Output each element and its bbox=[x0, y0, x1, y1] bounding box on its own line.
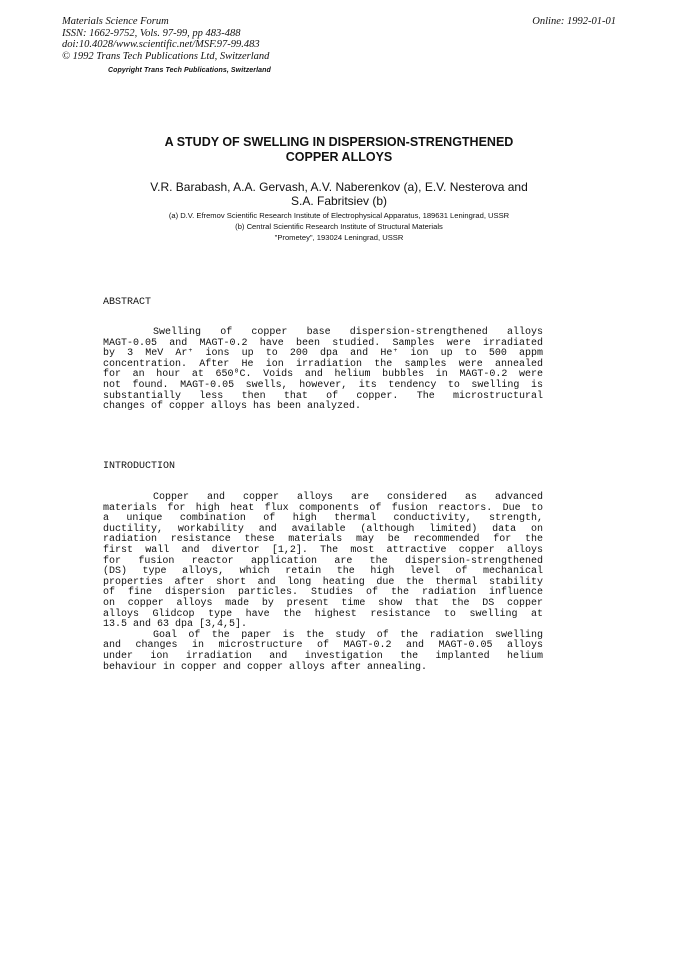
abstract-line: not found. MAGT-0.05 swells, however, its tendency to swelling is bbox=[103, 379, 543, 391]
intro-line: materials for high heat flux components of fusion reactors. Due to bbox=[103, 502, 543, 514]
intro-line: first wall and divertor [1,2]. The most attractive copper alloys bbox=[103, 544, 543, 556]
abstract-line: substantially less then that of copper. The microstructural bbox=[103, 390, 543, 402]
abstract-line: for an hour at 650⁰C. Voids and helium bubbles in MAGT-0.2 were bbox=[103, 369, 543, 381]
title-line: A STUDY OF SWELLING IN DISPERSION-STRENGTHENED bbox=[164, 135, 514, 149]
intro-line: and changes in microstructure of MAGT-0.2 and MAGT-0.05 alloys bbox=[103, 640, 543, 652]
intro-line: for fusion reactor application are the dispersion-strengthened bbox=[103, 555, 543, 567]
issn-line: ISSN: 1662-9752, Vols. 97-99, pp 483-488 bbox=[62, 27, 241, 39]
affiliation-line: (a) D.V. Efremov Scientific Research Institute of Electrophysical Apparatus, 189631 Leningrad, USSR bbox=[168, 211, 510, 220]
intro-line: of fine dispersion particles. Studies of the radiation influence bbox=[103, 587, 543, 599]
intro-line: radiation resistance these materials may be recommended for the bbox=[103, 534, 543, 546]
abstract-line: concentration. After He ion irradiation the samples were annealed bbox=[103, 358, 543, 370]
abstract-body bbox=[103, 328, 543, 413]
intro-line: Goal of the paper is the study of the radiation swelling bbox=[153, 629, 543, 641]
intro-line: properties after short and long heating due the thermal stability bbox=[103, 576, 543, 588]
abstract-line: changes of copper alloys has been analyzed. bbox=[103, 401, 362, 413]
journal-header bbox=[62, 16, 269, 62]
intro-line: behaviour in copper and copper alloys after annealing. bbox=[103, 661, 428, 673]
intro-line: a unique combination of high thermal conductivity, strength, bbox=[103, 513, 543, 525]
author-list bbox=[0, 180, 678, 208]
abstract-line: by 3 MeV Ar⁺ ions up to 200 dpa and He⁺ ion up to 500 appm bbox=[103, 348, 543, 360]
doi-line: doi:10.4028/www.scientific.net/MSF.97-99.483 bbox=[62, 39, 260, 50]
journal-name: Materials Science Forum bbox=[62, 16, 169, 27]
intro-line: on copper alloys made by present time show that the DS copper bbox=[103, 597, 543, 609]
title-line: COPPER ALLOYS bbox=[285, 150, 393, 164]
intro-line: Copper and copper alloys are considered as advanced bbox=[153, 492, 543, 503]
abstract-line: Swelling of copper base dispersion-strengthened alloys bbox=[153, 327, 543, 338]
paper-title bbox=[0, 135, 678, 165]
affiliation-line: (b) Central Scientific Research Institute of Structural Materials bbox=[235, 222, 443, 231]
intro-line: 13.5 and 63 dpa [3,4,5]. bbox=[103, 619, 248, 631]
author-line: S.A. Fabritsiev (b) bbox=[290, 194, 388, 208]
intro-line: ductility, workability and available (although limited) data on bbox=[103, 523, 543, 535]
abstract-heading: ABSTRACT bbox=[103, 297, 152, 308]
intro-line: (DS) type alloys, which retain the high level of mechanical bbox=[103, 566, 543, 578]
abstract-line: MAGT-0.05 and MAGT-0.2 have been studied. Samples were irradiated bbox=[103, 337, 543, 349]
affiliations bbox=[0, 210, 678, 243]
intro-line: alloys Glidcop type have the highest resistance to swelling at bbox=[103, 608, 543, 620]
publisher-line: © 1992 Trans Tech Publications Ltd, Switzerland bbox=[62, 50, 270, 62]
copyright-note: Copyright Trans Tech Publications, Switzerland bbox=[108, 67, 271, 74]
author-line: V.R. Barabash, A.A. Gervash, A.V. Naberenkov (a), E.V. Nesterova and bbox=[150, 180, 528, 194]
introduction-heading: INTRODUCTION bbox=[103, 461, 176, 472]
introduction-body bbox=[103, 493, 543, 673]
affiliation-line: "Prometey", 193024 Leningrad, USSR bbox=[274, 233, 404, 242]
intro-line: under ion irradiation and investigation the implanted helium bbox=[103, 650, 543, 662]
online-date: Online: 1992-01-01 bbox=[532, 16, 616, 27]
